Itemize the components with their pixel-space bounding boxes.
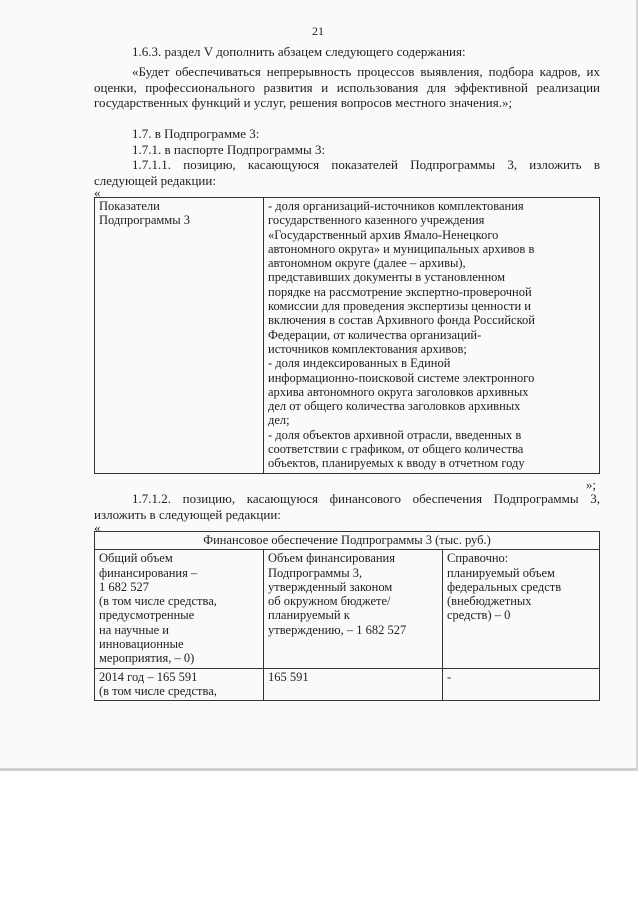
financing-table — [94, 531, 600, 701]
cell-line: - доля объектов архивной отрасли, введенных в — [268, 427, 522, 442]
indicators-label-cell — [95, 198, 264, 474]
cell-line: Федерации, от количества организаций- — [268, 327, 482, 342]
cell-line: порядке на рассмотрение экспертно-проверочной — [268, 284, 532, 299]
paragraph-1-7-1-2: 1.7.1.2. позицию, касающуюся финансового обеспечения Подпрограммы 3, изложить в следующей редакции: — [94, 491, 600, 522]
cell-line: соответствии с графиком, от общего количества — [268, 442, 524, 457]
cell-line: финансирования – — [99, 565, 198, 580]
cell-line: предусмотренные — [99, 608, 195, 623]
paragraph-quote-personnel: «Будет обеспечиваться непрерывность процессов выявления, подбора кадров, их оценки, профессионального развития и использования для эффективной реализации государственных функций и услуг, решения вопросов местного значения.»; — [94, 64, 600, 110]
financing-caption-cell: Финансовое обеспечение Подпрограммы 3 (тыс. руб.) — [95, 532, 600, 550]
cell-line: Показатели — [99, 199, 160, 213]
cell-line: 1 682 527 — [99, 579, 149, 594]
cell-line: Подпрограммы 3, — [268, 565, 363, 580]
cell-line: инновационные — [99, 637, 184, 652]
cell-line: мероприятия, – 0) — [99, 651, 195, 666]
cell-line: планируемый объем — [447, 565, 555, 580]
federal-funds-cell — [443, 550, 600, 668]
cell-line: (внебюджетных — [447, 594, 532, 609]
cell-line: источников комплектования архивов; — [268, 341, 467, 356]
cell-line: утвержденный законом — [268, 579, 393, 594]
year-2014-federal-cell: - — [443, 668, 600, 701]
cell-line: дел; — [268, 413, 290, 428]
cell-line: «Государственный архив Ямало-Ненецкого — [268, 227, 499, 242]
table-row — [95, 550, 600, 668]
cell-line: - доля организаций-источников комплектования — [268, 199, 524, 213]
cell-line: - доля индексированных в Единой — [268, 356, 451, 371]
year-2014-cell — [95, 668, 264, 701]
cell-line: включения в состав Архивного фонда Российской — [268, 313, 535, 328]
cell-line: (в том числе средства, — [99, 594, 217, 609]
cell-line: представивших документы в установленном — [268, 270, 506, 285]
close-quote-mark: »; — [585, 477, 596, 492]
cell-line: дел от общего количества заголовков архивных — [268, 399, 521, 414]
approved-financing-cell — [264, 550, 443, 668]
cell-line: информационно-поисковой системе электронного — [268, 370, 535, 385]
paragraph-1-7-1-1: 1.7.1.1. позицию, касающуюся показателей Подпрограммы 3, изложить в следующей редакции: — [94, 157, 600, 188]
cell-line: автономного округа» и муниципальных архивов в — [268, 241, 535, 256]
cell-line: Общий объем — [99, 551, 173, 566]
paragraph-1-6-3: 1.6.3. раздел V дополнить абзацем следующего содержания: — [132, 44, 466, 59]
cell-line: автономном округе (далее – архивы), — [268, 256, 466, 271]
total-financing-cell — [95, 550, 264, 668]
open-quote-mark-2: « — [94, 520, 101, 535]
cell-line: Объем финансирования — [268, 551, 395, 566]
cell-line: на научные и — [99, 622, 169, 637]
cell-line: об окружном бюджете/ — [268, 594, 391, 609]
year-2014-approved-cell: 165 591 — [264, 668, 443, 701]
cell-line: 2014 год – 165 591 — [99, 669, 198, 684]
paragraph-1-7-1: 1.7.1. в паспорте Подпрограммы 3: — [132, 142, 326, 157]
cell-line: архива автономного округа заголовков архивных — [268, 384, 529, 399]
cell-line: федеральных средств — [447, 579, 562, 594]
cell-line: Подпрограммы 3 — [99, 213, 190, 228]
table-row — [95, 532, 600, 550]
cell-line: государственного казенного учреждения — [268, 213, 485, 228]
indicators-content-cell — [264, 198, 600, 474]
cell-line: средств) – 0 — [447, 608, 511, 623]
cell-line: планируемый к — [268, 608, 350, 623]
open-quote-mark: « — [94, 185, 101, 200]
cell-line: комиссии для проведения экспертизы ценности и — [268, 299, 531, 314]
cell-line: объектов, планируемых к вводу в отчетном году — [268, 456, 525, 471]
cell-line: Справочно: — [447, 551, 509, 566]
indicators-table — [94, 197, 600, 474]
paragraph-1-7: 1.7. в Подпрограмме 3: — [132, 126, 260, 141]
table-row — [95, 198, 600, 474]
page-number: 21 — [312, 24, 324, 38]
table-row — [95, 668, 600, 701]
cell-line: (в том числе средства, — [99, 683, 217, 698]
cell-line: утверждению, – 1 682 527 — [268, 622, 407, 637]
